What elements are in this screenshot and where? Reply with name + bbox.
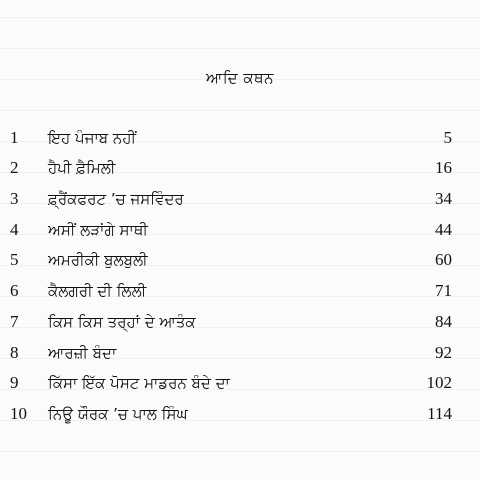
toc-page: 84 xyxy=(435,312,452,331)
page-heading: ਆਦਿ ਕਥਨ xyxy=(206,69,274,87)
toc-row[interactable] xyxy=(0,400,480,428)
toc-row[interactable] xyxy=(0,124,480,152)
toc-page: 114 xyxy=(427,404,452,423)
toc-row[interactable] xyxy=(0,246,480,274)
toc-title: ਅਮਰੀਕੀ ਬੁਲਬੁਲੀ xyxy=(48,251,148,269)
toc-number: 4 xyxy=(10,220,19,239)
toc-title: ਨਿਊ ਯੌਰਕ ’ਚ ਪਾਲ ਸਿੰਘ xyxy=(48,405,188,423)
toc-row[interactable] xyxy=(0,308,480,336)
toc-page: 60 xyxy=(435,250,452,269)
toc-number: 5 xyxy=(10,250,19,269)
toc-page: 102 xyxy=(426,373,452,392)
toc-number: 10 xyxy=(10,404,27,423)
toc-title: ਅਸੀਂ ਲੜਾਂਗੇ ਸਾਥੀ xyxy=(48,221,148,239)
toc-title: ਕੈਲਗਰੀ ਦੀ ਲਿਲੀ xyxy=(48,282,147,300)
toc-row[interactable] xyxy=(0,369,480,397)
toc-page: 92 xyxy=(435,343,452,362)
toc-number: 8 xyxy=(10,343,19,362)
toc-row[interactable] xyxy=(0,216,480,244)
toc-row[interactable] xyxy=(0,339,480,367)
toc-page: 44 xyxy=(435,220,452,239)
toc-title: ਕਿੱਸਾ ਇੱਕ ਪੋਸਟ ਮਾਡਰਨ ਬੰਦੇ ਦਾ xyxy=(48,374,230,392)
toc-page: 34 xyxy=(435,189,452,208)
toc-title: ਇਹ ਪੰਜਾਬ ਨਹੀਂ xyxy=(48,129,137,147)
toc-page: 71 xyxy=(435,281,452,300)
toc-title: ਆਰਜ਼ੀ ਬੰਦਾ xyxy=(48,344,117,362)
toc-number: 7 xyxy=(10,312,19,331)
toc-number: 3 xyxy=(10,189,19,208)
toc-number: 9 xyxy=(10,373,19,392)
toc-title: ਹੈਪੀ ਫ਼ੈਮਿਲੀ xyxy=(48,159,116,177)
toc-row[interactable] xyxy=(0,185,480,213)
toc-page: 16 xyxy=(435,158,452,177)
toc-number: 1 xyxy=(10,128,19,147)
toc-number: 6 xyxy=(10,281,19,300)
toc-row[interactable] xyxy=(0,277,480,305)
toc-page: 5 xyxy=(443,128,452,147)
toc-row[interactable] xyxy=(0,154,480,182)
toc-title: ਕਿਸ ਕਿਸ ਤਰ੍ਹਾਂ ਦੇ ਆਤੰਕ xyxy=(48,313,196,331)
toc-title: ਫ਼੍ਰੈਂਕਫਰਟ ’ਚ ਜਸਵਿੰਦਰ xyxy=(48,190,184,208)
toc-number: 2 xyxy=(10,158,19,177)
